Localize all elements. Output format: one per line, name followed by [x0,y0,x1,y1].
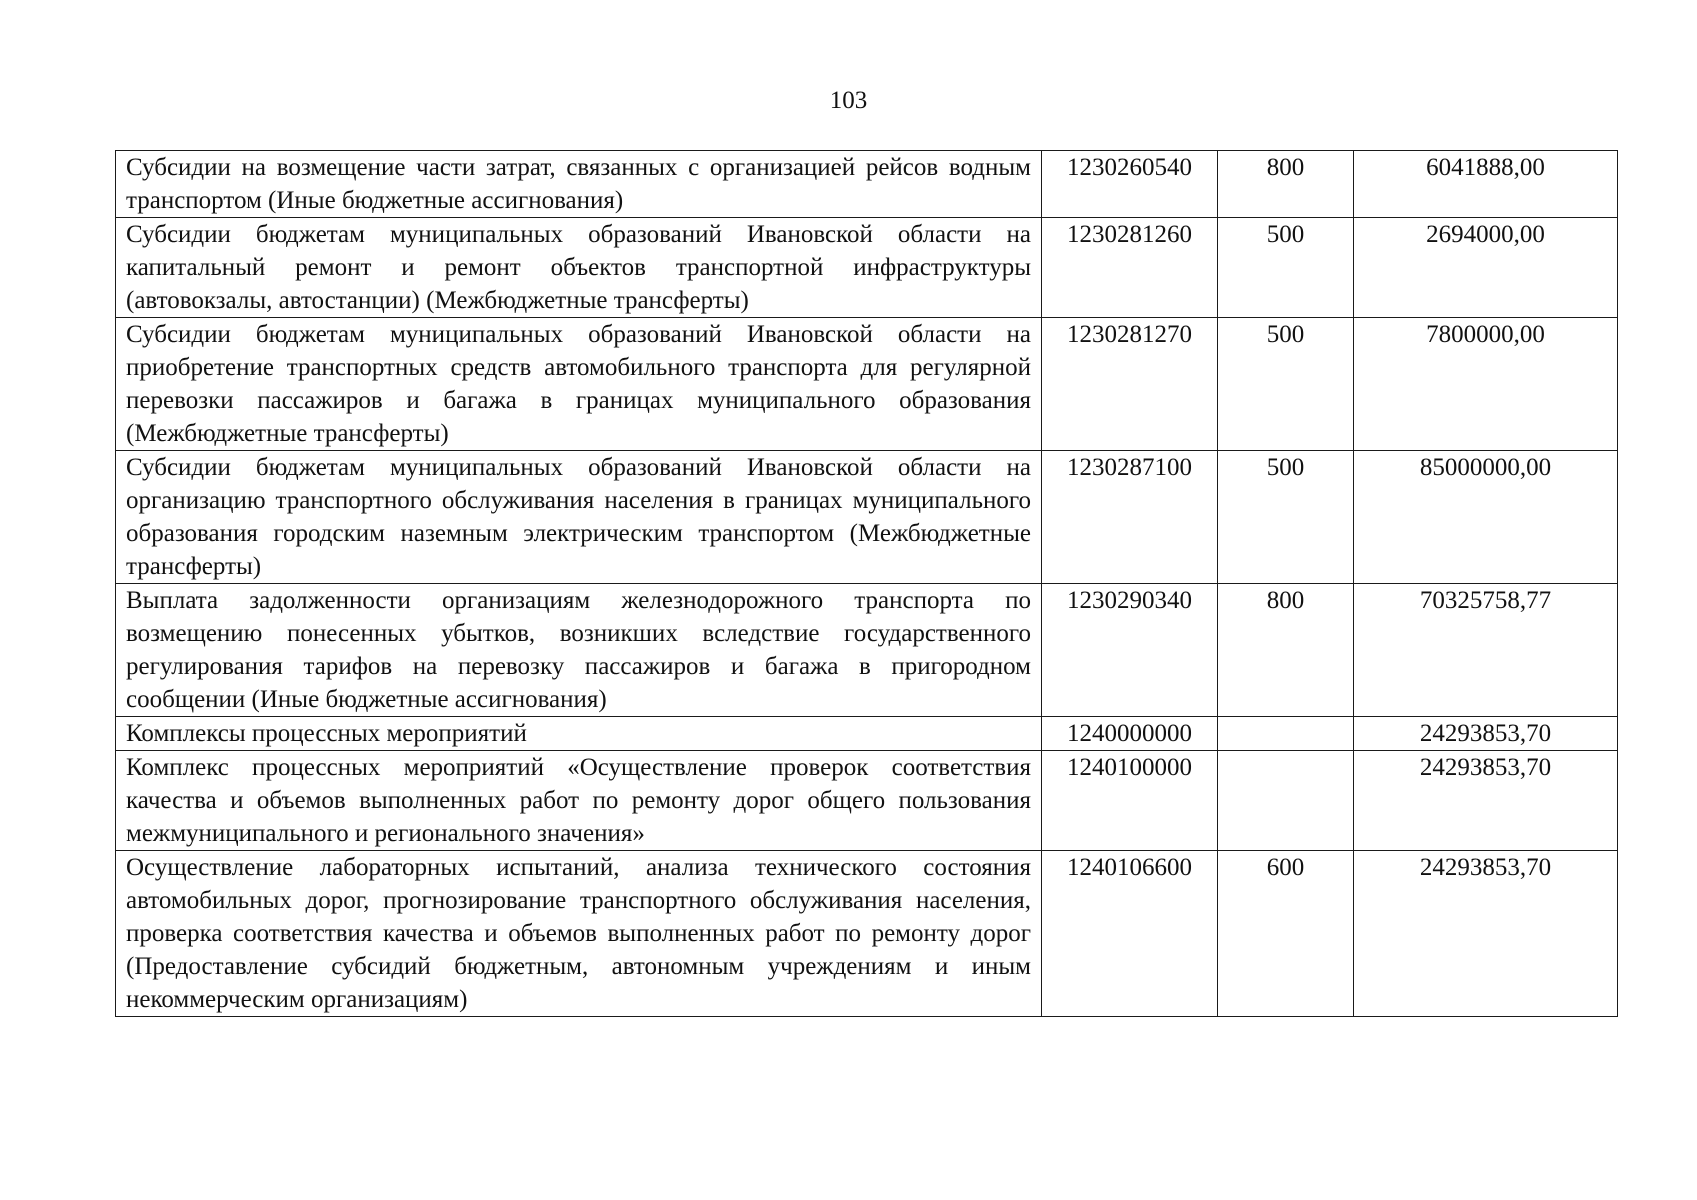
row-description: Комплекс процессных мероприятий «Осуществление проверок соответствия качества и объемов выполненных работ по ремонту дорог общего пользования межмуниципального и регионального значения» [116,751,1042,851]
row-expense-type: 600 [1218,851,1354,1017]
table-row [116,751,1618,851]
row-expense-type [1218,717,1354,751]
table-row [116,717,1618,751]
row-expense-type: 500 [1218,318,1354,451]
row-amount: 70325758,77 [1354,584,1618,717]
table-row [116,318,1618,451]
row-amount: 7800000,00 [1354,318,1618,451]
row-expense-type: 800 [1218,151,1354,218]
row-expense-type [1218,751,1354,851]
table-row [116,151,1618,218]
table-row [116,218,1618,318]
row-description: Субсидии бюджетам муниципальных образований Ивановской области на организацию транспортного обслуживания населения в границах муниципального образования городским наземным электрическим транспортом (Межбюджетные трансферты) [116,451,1042,584]
row-description: Субсидии бюджетам муниципальных образований Ивановской области на капитальный ремонт и ремонт объектов транспортной инфраструктуры (автовокзалы, автостанции) (Межбюджетные трансферты) [116,218,1042,318]
row-code: 1240106600 [1042,851,1218,1017]
row-amount: 24293853,70 [1354,717,1618,751]
row-amount: 24293853,70 [1354,851,1618,1017]
row-description: Осуществление лабораторных испытаний, анализа технического состояния автомобильных дорог, прогнозирование транспортного обслуживания населения, проверка соответствия качества и объемов выполненных работ по ремонту дорог (Предоставление субсидий бюджетным, автономным учреждениям и иным некоммерческим организациям) [116,851,1042,1017]
row-expense-type: 800 [1218,584,1354,717]
row-code: 1240100000 [1042,751,1218,851]
row-expense-type: 500 [1218,218,1354,318]
table-row [116,451,1618,584]
row-code: 1230281260 [1042,218,1218,318]
row-description: Субсидии на возмещение части затрат, связанных с организацией рейсов водным транспортом (Иные бюджетные ассигнования) [116,151,1042,218]
row-amount: 2694000,00 [1354,218,1618,318]
row-code: 1230260540 [1042,151,1218,218]
table-row [116,584,1618,717]
row-code: 1240000000 [1042,717,1218,751]
row-description: Комплексы процессных мероприятий [116,717,1042,751]
budget-table [115,150,1618,1017]
row-code: 1230281270 [1042,318,1218,451]
row-amount: 24293853,70 [1354,751,1618,851]
row-amount: 85000000,00 [1354,451,1618,584]
row-expense-type: 500 [1218,451,1354,584]
row-code: 1230290340 [1042,584,1218,717]
row-description: Субсидии бюджетам муниципальных образований Ивановской области на приобретение транспортных средств автомобильного транспорта для регулярной перевозки пассажиров и багажа в границах муниципального образования (Межбюджетные трансферты) [116,318,1042,451]
row-amount: 6041888,00 [1354,151,1618,218]
row-description: Выплата задолженности организациям железнодорожного транспорта по возмещению понесенных убытков, возникших вследствие государственного регулирования тарифов на перевозку пассажиров и багажа в пригородном сообщении (Иные бюджетные ассигнования) [116,584,1042,717]
table-row [116,851,1618,1017]
page-number: 103 [829,87,868,114]
row-code: 1230287100 [1042,451,1218,584]
